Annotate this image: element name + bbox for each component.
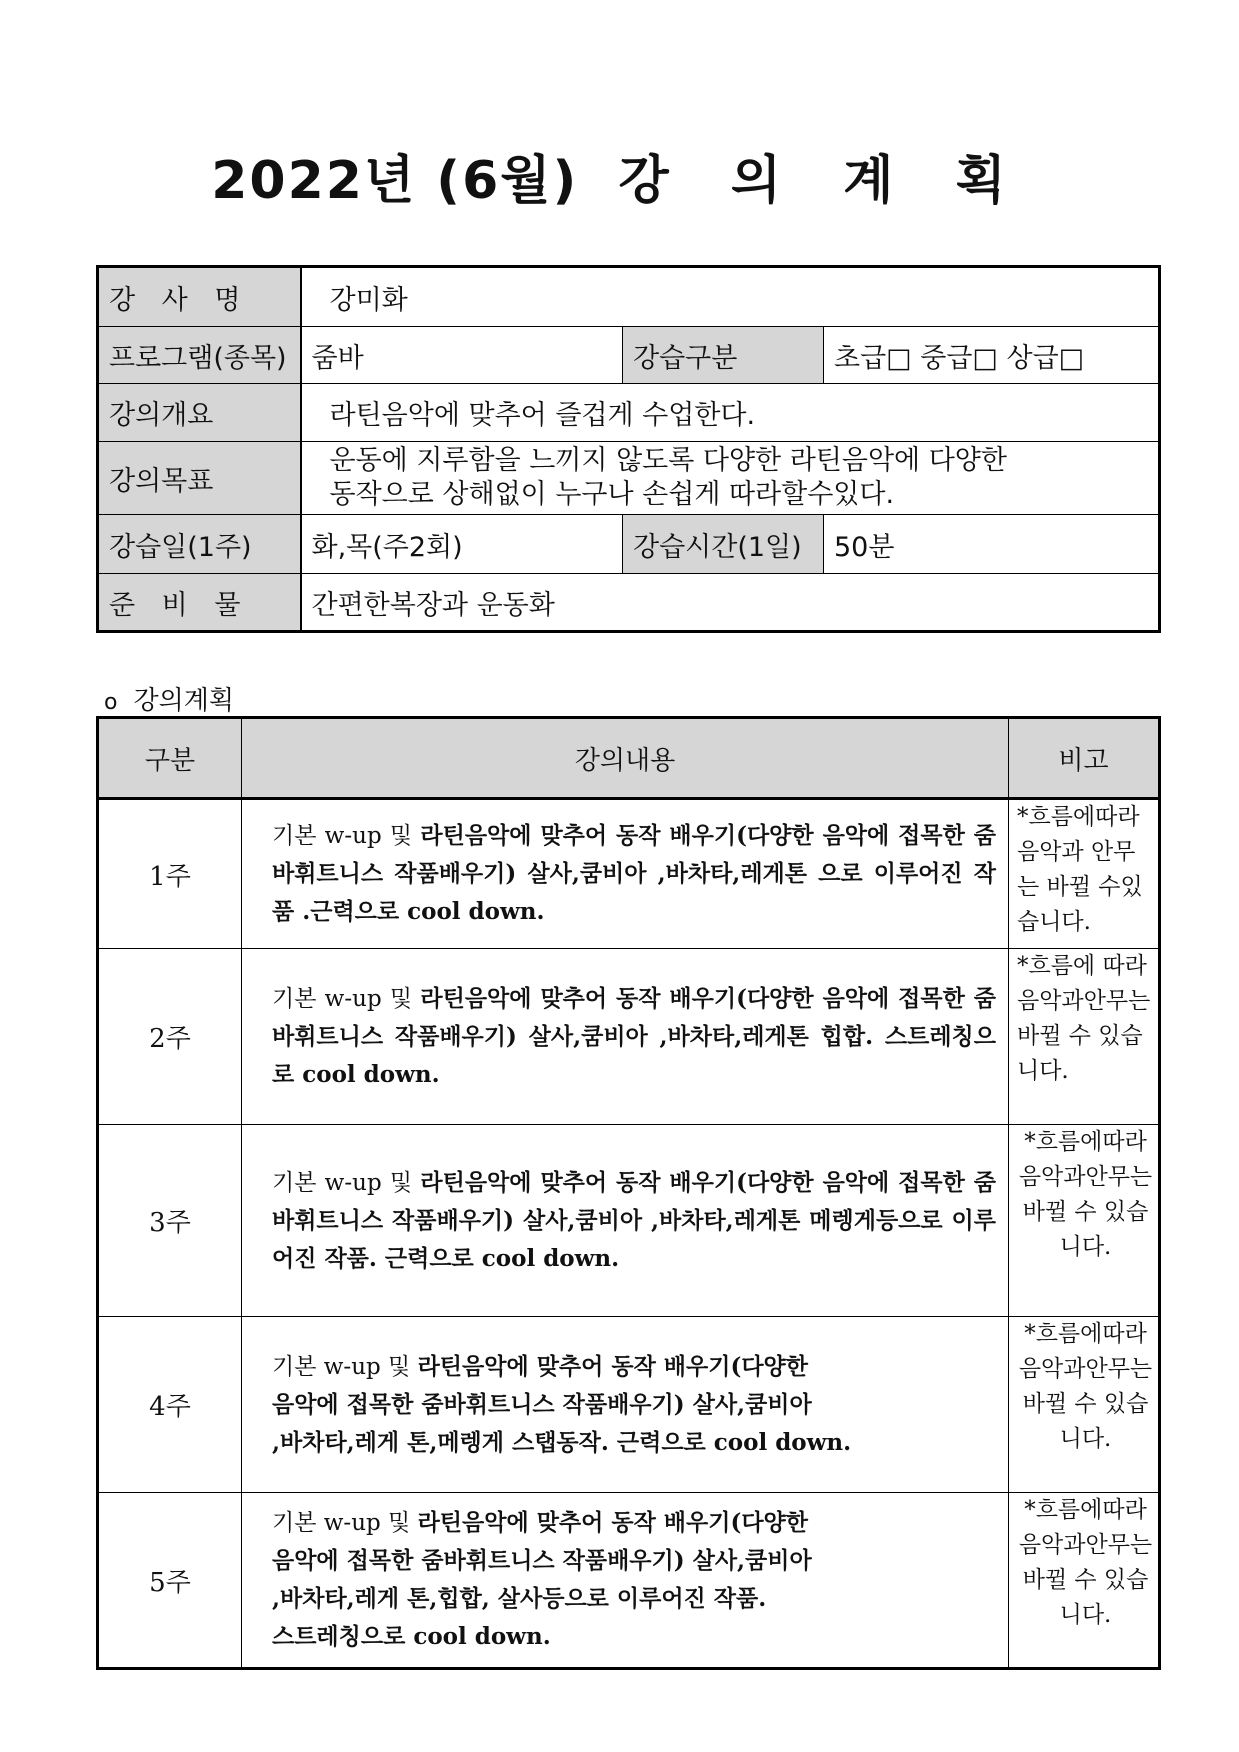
days-value: 화,목(주2회)	[301, 515, 623, 574]
content-cell	[242, 1493, 1009, 1669]
note-cell: *흐름에따라 음악과 안무는 바뀔 수있습니다.	[1009, 799, 1160, 949]
content-cell	[242, 799, 1009, 949]
content-bold-line-1: 라틴음악에 맞추어 동작 배우기(다양한	[417, 1352, 808, 1380]
note-cell: *흐름에따라 음악과안무는 바뀔 수 있습니다.	[1009, 1317, 1160, 1493]
info-row-overview	[98, 384, 1160, 442]
content-cell	[242, 1125, 1009, 1317]
content-bold: 라틴음악에 맞추어 동작 배우기(다양한 음악에 접목한 줌바휘트니스 작품배우기) 살사,쿰비아 ,바차타,레게톤 으로 이루어진 작품 .근력으로 cool down.	[272, 822, 996, 925]
instructor-label: 강 사 명	[98, 267, 301, 327]
bullet-icon: o	[104, 690, 118, 715]
content-cell	[242, 1317, 1009, 1493]
info-row-preparation	[98, 574, 1160, 632]
days-label: 강습일(1주)	[98, 515, 301, 574]
prep-value: 간편한복장과 운동화	[301, 574, 1160, 632]
content-lead: 기본 w-up 및	[272, 823, 421, 849]
week-cell: 3주	[98, 1125, 242, 1317]
table-row	[98, 1493, 1160, 1669]
content-lead: 기본 w-up 및	[272, 1510, 418, 1536]
week-cell: 4주	[98, 1317, 242, 1493]
goal-line-2: 동작으로 상해없이 누구나 손쉽게 따라할수있다.	[329, 479, 895, 510]
week-cell: 5주	[98, 1493, 242, 1669]
note-cell: *흐름에따라 음악과안무는 바뀔 수 있습니다.	[1009, 1493, 1160, 1669]
course-info-table	[96, 265, 1161, 633]
plan-section-title: 강의계획	[133, 686, 234, 716]
header-week: 구분	[98, 718, 242, 799]
info-row-schedule	[98, 515, 1160, 574]
info-row-program	[98, 327, 1160, 384]
title-date: 2022년 (6월)	[211, 151, 579, 211]
info-row-goal	[98, 442, 1160, 515]
level-value: 초급□ 중급□ 상급□	[824, 327, 1160, 384]
page-title	[0, 138, 1239, 213]
instructor-value: 강미화	[301, 267, 1160, 327]
plan-header-row	[98, 718, 1160, 799]
content-bold-line-1: 라틴음악에 맞추어 동작 배우기(다양한	[417, 1509, 808, 1536]
overview-value: 라틴음악에 맞추어 즐겁게 수업한다.	[301, 384, 1160, 442]
content-lead: 기본 w-up 및	[272, 1353, 418, 1380]
week-cell: 2주	[98, 949, 242, 1125]
content-bold-line-3: ,바차타,레게 톤,메렝게 스탭동작. 근력으로 cool down.	[272, 1428, 852, 1456]
header-note: 비고	[1009, 718, 1160, 799]
content-lead: 기본 w-up 및	[272, 1169, 421, 1196]
content-bold-line-2: 음악에 접목한 줌바휘트니스 작품배우기) 살사,쿰비아	[272, 1390, 812, 1418]
content-bold-line-4: 스트레칭으로 cool down.	[272, 1623, 551, 1650]
overview-label: 강의개요	[98, 384, 301, 442]
prep-label: 준 비 물	[98, 574, 301, 632]
content-lead: 기본 w-up 및	[272, 985, 421, 1012]
info-row-instructor	[98, 267, 1160, 327]
header-content: 강의내용	[242, 718, 1009, 799]
content-bold: 라틴음악에 맞추어 동작 배우기(다양한 음악에 접목한 줌바휘트니스 작품배우기) 살사,쿰비아 ,바차타,레게톤 힙합. 스트레칭으로 cool down.	[272, 984, 996, 1088]
plan-section-heading	[104, 680, 234, 717]
goal-line-1: 운동에 지루함을 느끼지 않도록 다양한 라틴음악에 다양한	[329, 445, 1007, 476]
week-cell: 1주	[98, 799, 242, 949]
program-label: 프로그램(종목)	[98, 327, 301, 384]
time-value: 50분	[824, 515, 1160, 574]
title-text: 강 의 계 획	[618, 151, 1028, 211]
lesson-plan-table	[96, 716, 1161, 1670]
program-value: 줌바	[301, 327, 623, 384]
goal-label: 강의목표	[98, 442, 301, 515]
content-cell	[242, 949, 1009, 1125]
content-bold-line-2: 음악에 접목한 줌바휘트니스 작품배우기) 살사,쿰비아	[272, 1547, 812, 1574]
goal-value	[301, 442, 1160, 515]
note-cell: *흐름에 따라 음악과안무는 바뀔 수 있습니다.	[1009, 949, 1160, 1125]
content-bold: 라틴음악에 맞추어 동작 배우기(다양한 음악에 접목한 줌바휘트니스 작품배우기) 살사,쿰비아 ,바차타,레게톤 메렝게등으로 이루어진 작품. 근력으로 cool down.	[272, 1168, 996, 1272]
content-bold-line-3: ,바차타,레게 톤,힙합, 살사등으로 이루어진 작품.	[272, 1585, 767, 1612]
table-row	[98, 1317, 1160, 1493]
note-cell: *흐름에따라 음악과안무는 바뀔 수 있습니다.	[1009, 1125, 1160, 1317]
table-row	[98, 949, 1160, 1125]
table-row	[98, 1125, 1160, 1317]
time-label: 강습시간(1일)	[623, 515, 824, 574]
table-row	[98, 799, 1160, 949]
level-label: 강습구분	[623, 327, 824, 384]
